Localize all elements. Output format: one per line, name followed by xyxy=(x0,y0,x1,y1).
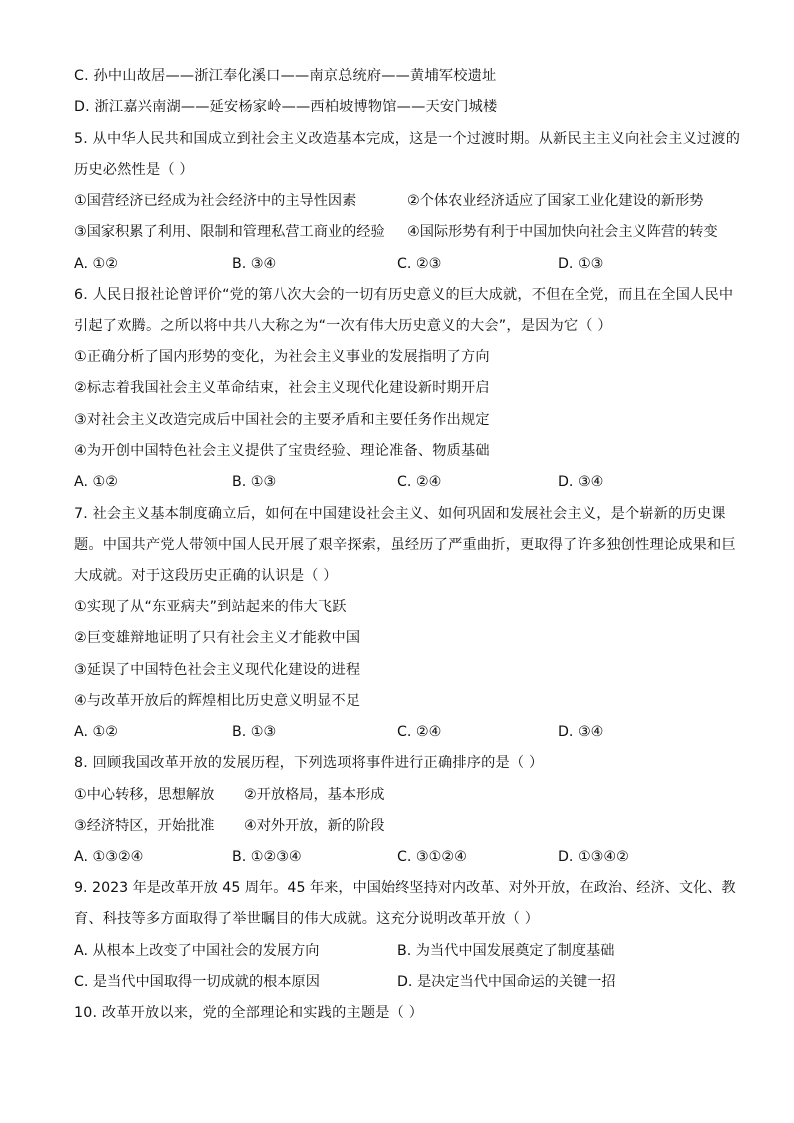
q8-option-b: B. ①②③④ xyxy=(232,849,302,865)
q6-option-c: C. ②④ xyxy=(397,474,442,490)
q7-option-b: B. ①③ xyxy=(232,724,277,740)
q8-statement-3: ③经济特区，开始批准 xyxy=(74,818,215,834)
q7-option-d: D. ③④ xyxy=(558,724,604,740)
q7-stem-line2: 题。中国共产党人带领中国人民开展了艰辛探索，虽经历了严重曲折，更取得了许多独创性理论成果和巨 xyxy=(74,537,736,553)
q6-statement-2: ②标志着我国社会主义革命结束，社会主义现代化建设新时期开启 xyxy=(74,380,490,396)
q9-option-a: A. 从根本上改变了中国社会的发展方向 xyxy=(74,943,320,959)
q8-statement-2: ②开放格局，基本形成 xyxy=(244,787,385,803)
q7-option-c: C. ②④ xyxy=(397,724,442,740)
q7-option-a: A. ①② xyxy=(74,724,118,740)
q6-statement-4: ④为开创中国特色社会主义提供了宝贵经验、理论准备、物质基础 xyxy=(74,443,490,459)
q8-statement-4: ④对外开放，新的阶段 xyxy=(244,818,385,834)
q9-stem-line2: 育、科技等多方面取得了举世瞩目的伟大成就。这充分说明改革开放（ ） xyxy=(74,911,540,927)
q6-statement-3: ③对社会主义改造完成后中国社会的主要矛盾和主要任务作出规定 xyxy=(74,412,490,428)
q8-stem-line1: 8. 回顾我国改革开放的发展历程，下列选项将事件进行正确排序的是（ ） xyxy=(74,755,544,771)
q5-option-d: D. ①③ xyxy=(558,256,604,272)
q8-option-c: C. ③①②④ xyxy=(397,849,467,865)
q5-statement-2: ②个体农业经济适应了国家工业化建设的新形势 xyxy=(407,193,704,209)
q5-option-b: B. ③④ xyxy=(232,256,277,272)
q5-option-a: A. ①② xyxy=(74,256,118,272)
q7-stem-line1: 7. 社会主义基本制度确立后，如何在中国建设社会主义、如何巩固和发展社会主义，是个崭新的历史课 xyxy=(74,506,726,522)
q9-option-d: D. 是决定当代中国命运的关键一招 xyxy=(397,974,616,990)
q6-option-d: D. ③④ xyxy=(558,474,604,490)
q5-statement-1: ①国营经济已经成为社会经济中的主导性因素 xyxy=(74,193,357,209)
q8-option-a: A. ①③②④ xyxy=(74,849,144,865)
q7-statement-2: ②巨变雄辩地证明了只有社会主义才能救中国 xyxy=(74,630,361,646)
q4-option-c: C. 孙中山故居——浙江奉化溪口——南京总统府——黄埔军校遗址 xyxy=(74,68,497,84)
q9-option-b: B. 为当代中国发展奠定了制度基础 xyxy=(397,943,615,959)
q6-option-a: A. ①② xyxy=(74,474,118,490)
q10-stem-line1: 10. 改革开放以来，党的全部理论和实践的主题是（ ） xyxy=(74,1005,424,1021)
q5-stem-line2: 历史必然性是（ ） xyxy=(74,162,194,178)
q7-statement-4: ④与改革开放后的辉煌相比历史意义明显不足 xyxy=(74,693,361,709)
q5-option-c: C. ②③ xyxy=(397,256,442,272)
q7-statement-3: ③延误了中国特色社会主义现代化建设的进程 xyxy=(74,662,361,678)
q7-statement-1: ①实现了从“东亚病夫”到站起来的伟大飞跃 xyxy=(74,599,347,615)
q5-statement-3: ③国家积累了利用、限制和管理私营工商业的经验 xyxy=(74,224,385,240)
q7-stem-line3: 大成就。对于这段历史正确的认识是（ ） xyxy=(74,568,338,584)
q6-statement-1: ①正确分析了国内形势的变化，为社会主义事业的发展指明了方向 xyxy=(74,349,490,365)
q6-stem-line2: 引起了欢腾。之所以将中共八大称之为“一次有伟大历史意义的大会”，是因为它（ ） xyxy=(74,318,612,334)
q9-option-c: C. 是当代中国取得一切成就的根本原因 xyxy=(74,974,320,990)
q4-option-d: D. 浙江嘉兴南湖——延安杨家岭——西柏坡博物馆——天安门城楼 xyxy=(74,99,498,115)
q9-stem-line1: 9. 2023 年是改革开放 45 周年。45 年来，中国始终坚持对内改革、对外开放，在政治、经济、文化、教 xyxy=(74,880,736,896)
q8-statement-1: ①中心转移，思想解放 xyxy=(74,787,215,803)
q6-option-b: B. ①③ xyxy=(232,474,277,490)
q6-stem-line1: 6. 人民日报社论曾评价“党的第八次大会的一切有历史意义的巨大成就，不但在全党，而且在全国人民中 xyxy=(74,287,734,303)
q5-stem-line1: 5. 从中华人民共和国成立到社会主义改造基本完成，这是一个过渡时期。从新民主主义向社会主义过渡的 xyxy=(74,131,741,147)
q8-option-d: D. ①③④② xyxy=(558,849,629,865)
q5-statement-4: ④国际形势有利于中国加快向社会主义阵营的转变 xyxy=(407,224,718,240)
